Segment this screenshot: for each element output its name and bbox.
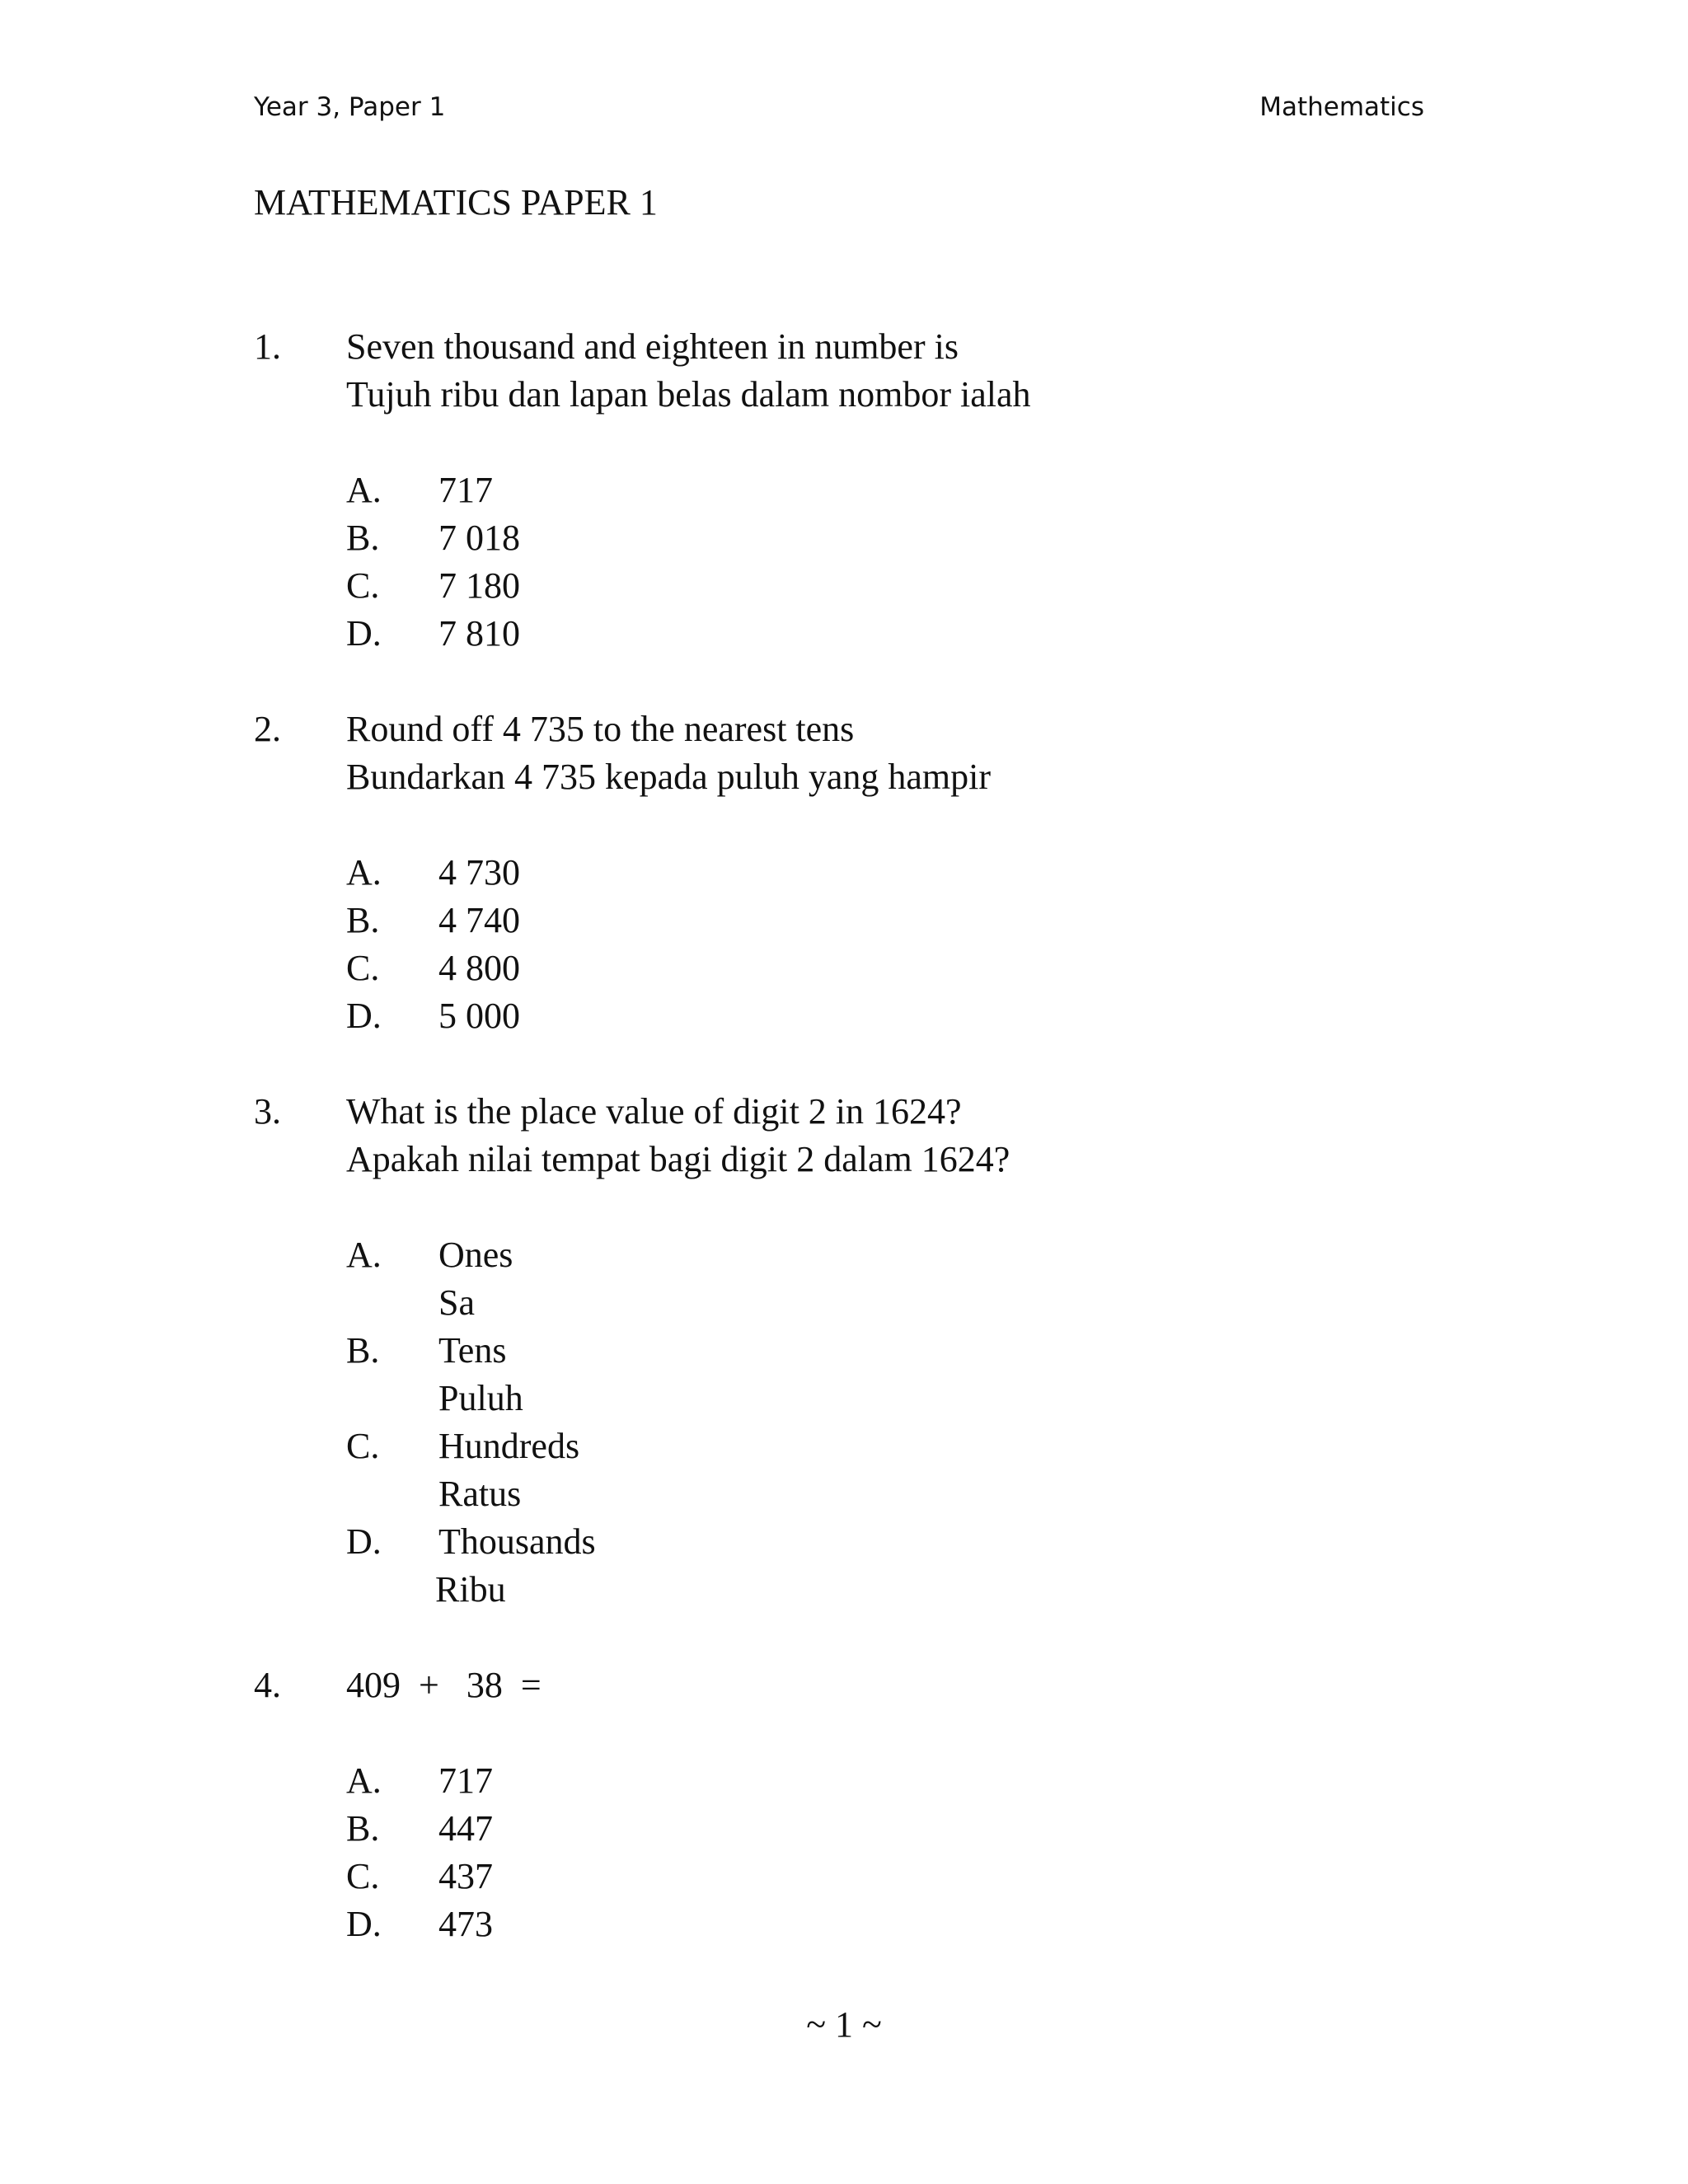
option-c	[346, 944, 1490, 992]
option-b	[346, 1327, 1490, 1422]
option-letter: D.	[346, 613, 382, 654]
option-text: 717	[438, 1760, 493, 1801]
option-b	[346, 897, 1490, 944]
option-text: 473	[438, 1904, 493, 1944]
option-text-group	[435, 1518, 596, 1614]
option-letter: A.	[346, 1760, 382, 1801]
option-letter: A.	[346, 1235, 382, 1275]
option-b	[346, 514, 1490, 562]
option-text-en: Hundreds	[438, 1426, 580, 1466]
option-text-en: Thousands	[438, 1521, 596, 1562]
option-c	[346, 562, 1490, 610]
option-text: 7 810	[438, 613, 520, 654]
option-letter: D.	[346, 1904, 382, 1944]
option-text-group	[438, 1231, 513, 1327]
option-letter: C.	[346, 1856, 380, 1896]
option-letter: C.	[346, 1426, 380, 1466]
option-text-ms: Sa	[438, 1282, 475, 1323]
option-letter: B.	[346, 1330, 380, 1371]
option-letter: D.	[346, 996, 382, 1036]
question-number: 2.	[254, 709, 281, 749]
option-d	[346, 992, 1490, 1040]
option-text-ms: Puluh	[438, 1378, 523, 1418]
question-text-ms: Tujuh ribu dan lapan belas dalam nombor ialah	[346, 374, 1031, 415]
option-text: 4 740	[438, 900, 520, 940]
option-text: 7 180	[438, 565, 520, 606]
option-text-en: Ones	[438, 1235, 513, 1275]
option-text-group	[438, 1422, 579, 1518]
question-text-ms: Apakah nilai tempat bagi digit 2 dalam 1624?	[346, 1139, 1010, 1179]
header-right-text: Mathematics	[1259, 92, 1424, 122]
answer-options	[346, 849, 1490, 1040]
question-1	[254, 323, 1490, 658]
answer-options	[346, 466, 1490, 658]
option-letter: D.	[346, 1521, 382, 1562]
option-letter: C.	[346, 565, 380, 606]
option-d	[346, 1900, 1490, 1948]
option-text: 717	[438, 470, 493, 510]
question-body	[346, 1661, 1490, 1948]
option-d	[346, 610, 1490, 658]
question-number: 4.	[254, 1665, 281, 1705]
question-text-ms: Bundarkan 4 735 kepada puluh yang hampir	[346, 757, 992, 797]
question-body	[346, 1088, 1490, 1614]
option-letter: B.	[346, 900, 380, 940]
header-left-text: Year 3, Paper 1	[254, 92, 446, 122]
question-number: 1.	[254, 326, 281, 367]
paper-title: MATHEMATICS PAPER 1	[254, 182, 658, 223]
option-b	[346, 1805, 1490, 1853]
option-text-en: Tens	[438, 1330, 507, 1371]
option-letter: B.	[346, 1808, 380, 1849]
option-a	[346, 1757, 1490, 1805]
question-text-en: Seven thousand and eighteen in number is	[346, 326, 959, 367]
option-text: 437	[438, 1856, 493, 1896]
option-letter: C.	[346, 948, 380, 988]
question-list	[254, 323, 1490, 1996]
question-body	[346, 323, 1490, 658]
option-letter: A.	[346, 470, 382, 510]
question-3	[254, 1088, 1490, 1614]
option-text: 4 730	[438, 852, 520, 893]
option-text: 4 800	[438, 948, 520, 988]
question-2	[254, 705, 1490, 1040]
question-4	[254, 1661, 1490, 1948]
question-text-en: What is the place value of digit 2 in 1624?	[346, 1091, 962, 1132]
answer-options	[346, 1757, 1490, 1948]
question-text-en: Round off 4 735 to the nearest tens	[346, 709, 855, 749]
page-number: ~ 1 ~	[806, 2004, 882, 2045]
option-text: 447	[438, 1808, 493, 1849]
question-number: 3.	[254, 1091, 281, 1132]
option-a	[346, 1231, 1490, 1327]
option-c	[346, 1422, 1490, 1518]
option-c	[346, 1853, 1490, 1900]
option-letter: B.	[346, 518, 380, 558]
option-a	[346, 466, 1490, 514]
option-a	[346, 849, 1490, 897]
option-d	[346, 1518, 1490, 1614]
option-text: 7 018	[438, 518, 520, 558]
option-letter: A.	[346, 852, 382, 893]
option-text-group	[438, 1327, 523, 1422]
question-body	[346, 705, 1490, 1040]
answer-options	[346, 1231, 1490, 1614]
question-expression: 409 + 38 =	[346, 1665, 542, 1705]
option-text-ms: Ribu	[435, 1569, 506, 1610]
option-text: 5 000	[438, 996, 520, 1036]
option-text-ms: Ratus	[438, 1474, 522, 1514]
